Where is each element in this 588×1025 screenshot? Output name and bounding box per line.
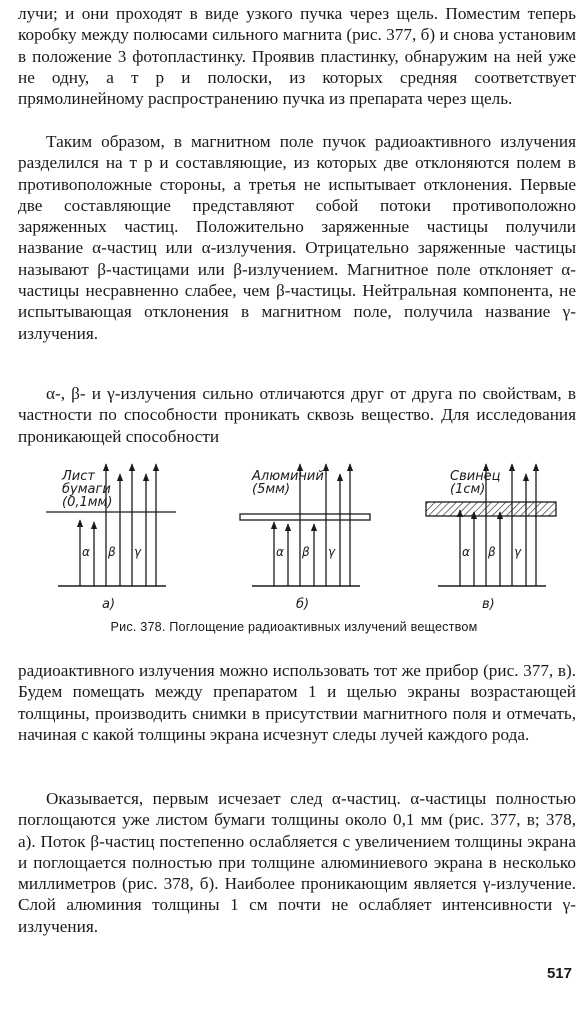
absorption-diagram <box>0 456 588 616</box>
ray-label: α <box>276 545 284 559</box>
panel-letter: в) <box>482 597 495 612</box>
panel-label-line: бумаги <box>62 482 111 497</box>
panel-label-line: Свинец <box>450 469 501 484</box>
ray-label: γ <box>514 545 522 559</box>
ray-label: γ <box>328 545 336 559</box>
ray-label: α <box>82 545 90 559</box>
panel-letter: а) <box>102 597 116 612</box>
ray-label: β <box>302 545 310 559</box>
figure-378 <box>0 456 588 616</box>
paragraph-2: Таким образом, в магнитном поле пучок радиоактивного излучения разделился на т р и составляющие, из которых две отклоняются полем в противоположные стороны, а третья не испытывает отклонения. Первые две составляющие представляют собой потоки противоположно заряженных частиц. Положительно заряженные частицы получили название α-частиц или α-излучения. Отрицательно заряженные частицы называют β-частицами или β-излучением. Магнитное поле отклоняет α-частицы несравненно слабее, чем β-частицы. Нейтральная компонента, не испытывающая отклонения в магнитном поле, получила название γ-излучения. <box>18 132 576 343</box>
ray-label: γ <box>134 545 142 559</box>
ray-label: α <box>462 545 470 559</box>
figure-caption: Рис. 378. Поглощение радиоактивных излучений веществом <box>110 620 478 634</box>
paragraph-3: α-, β- и γ-излучения сильно отличаются друг от друга по свойствам, в частности по способности проникать сквозь вещество. Для исследования проникающей способности <box>18 384 576 446</box>
page-number: 517 <box>546 965 572 982</box>
panel-label-line: Алюминий <box>252 469 324 484</box>
paragraph-5: Оказывается, первым исчезает след α-частиц. α-частицы полностью поглощаются уже листом бумаги толщины около 0,1 мм (рис. 377, в; 378, а). Поток β-частиц постепенно ослабляется с увеличением толщины экрана и поглощается полностью при толщине алюминиевого экрана в несколько миллиметров (рис. 378, б). Наиболее проникающим является γ-излучение. Слой алюминия толщины 1 см почти не ослабляет интенсивности γ-излучения. <box>18 789 576 936</box>
panel-label-line: (1см) <box>450 482 486 497</box>
ray-label: β <box>488 545 496 559</box>
panel-label-line: (5мм) <box>252 482 291 497</box>
ray-label: β <box>108 545 116 559</box>
panel-label-line: Лист <box>62 469 95 484</box>
panel-letter: б) <box>296 597 310 612</box>
paragraph-1: лучи; и они проходят в виде узкого пучка через щель. Поместим теперь коробку между полюсами сильного магнита (рис. 377, б) и снова установим в положение 3 фотопластинку. Проявив пластинку, обнаружим на ней уже не одну, а т р и полоски, из которых средняя соответствует прямолинейному распространению пучка из препарата через щель. <box>18 4 576 109</box>
panel-label-line: (0,1мм) <box>62 495 113 510</box>
paragraph-4: радиоактивного излучения можно использовать тот же прибор (рис. 377, в). Будем помещать между препаратом 1 и щелью экраны возрастающей толщины, производить снимки в присутствии магнитного поля и отмечать, начиная с какой толщины экрана исчезнут следы лучей каждого рода. <box>18 661 576 744</box>
